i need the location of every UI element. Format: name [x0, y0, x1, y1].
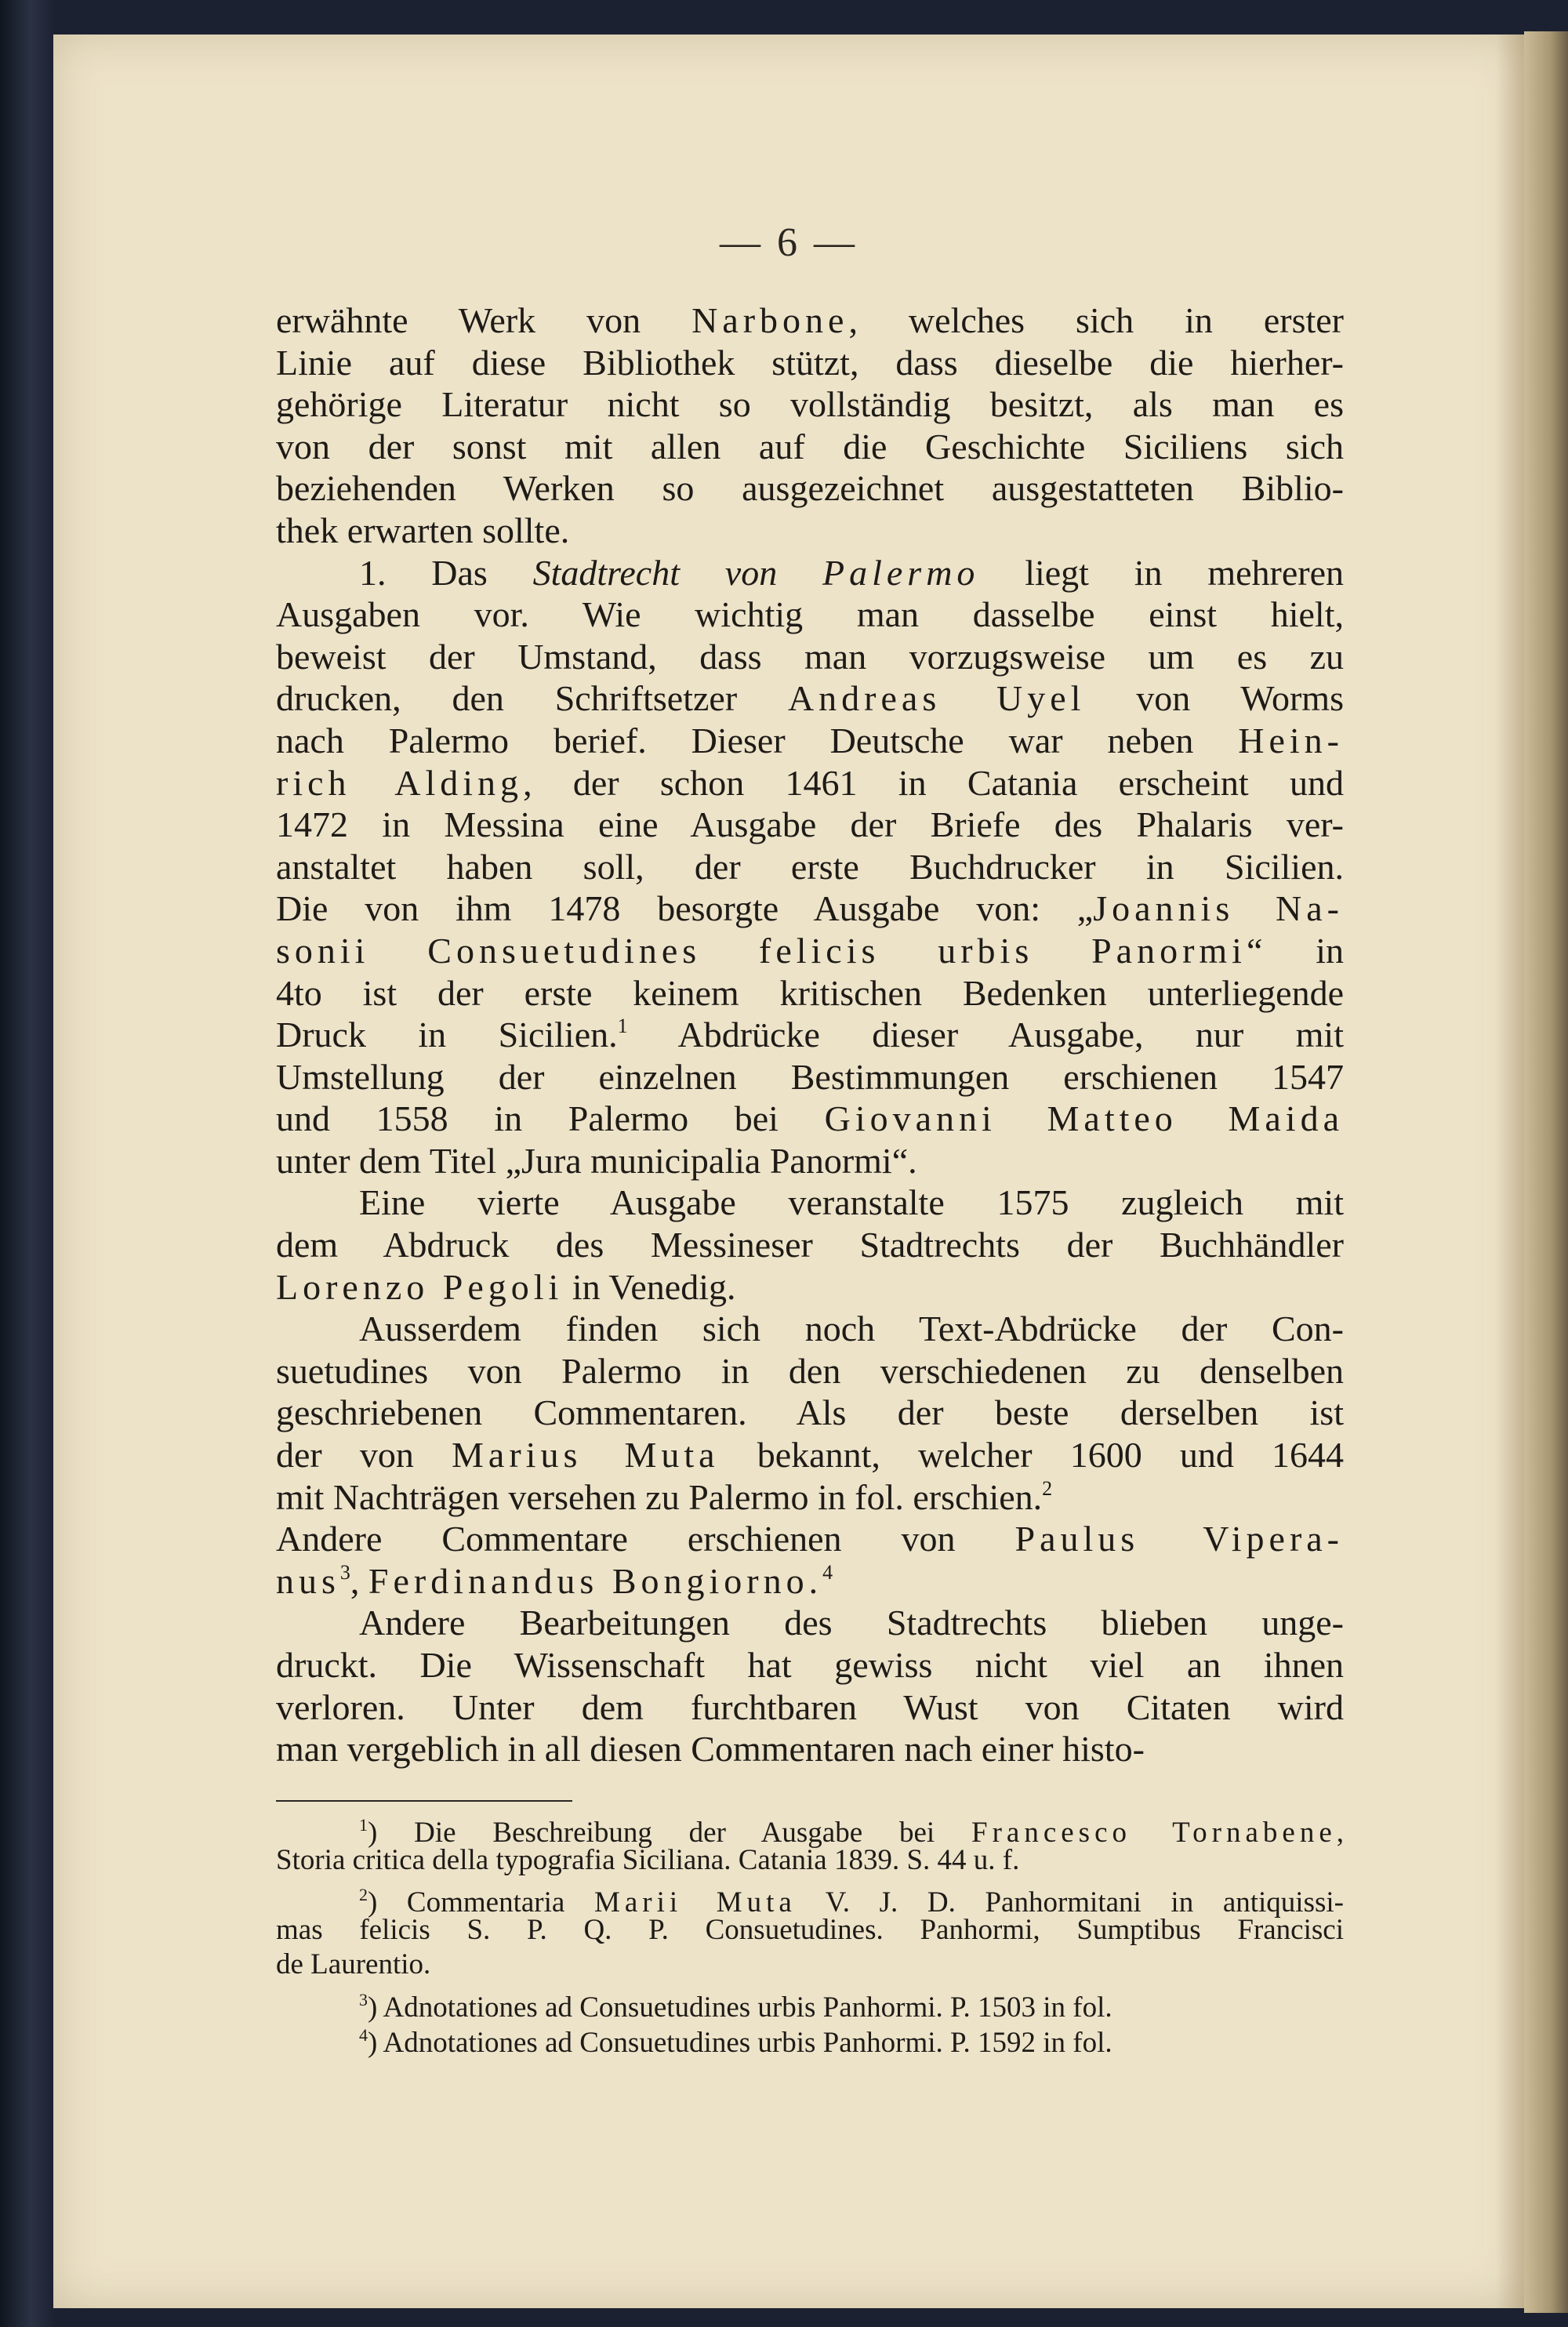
spaced-name: Lorenzo Pegoli	[276, 1266, 564, 1307]
body-line	[276, 1308, 1344, 1350]
spaced-name: Hein-	[1238, 720, 1344, 761]
text-run: Umstellung der einzelnen Bestimmungen erschienen 1547	[276, 1056, 1344, 1097]
footnote-line	[276, 1913, 1344, 1948]
body-line	[276, 930, 1344, 972]
text-run: ,	[350, 1560, 368, 1601]
text-run: V. J. D. Panhormitani in antiquissi-	[796, 1886, 1344, 1919]
body-line	[276, 299, 1344, 342]
footnote-rule	[276, 1800, 572, 1802]
footnote-ref: 2	[1042, 1476, 1053, 1500]
body-line	[276, 804, 1344, 846]
text-run: dem Abdruck des Messineser Stadtrechts der Buchhändler	[276, 1225, 1344, 1265]
body-line	[276, 1686, 1344, 1729]
text-run: ) Adnotationes ad Consuetudines urbis Panhormi. P. 1592 in fol.	[368, 2026, 1112, 2059]
text-run: in Venedig.	[563, 1266, 736, 1307]
footnote-mark: 4	[359, 2024, 368, 2045]
body-line	[276, 552, 1344, 594]
footnote-ref: 1	[617, 1015, 628, 1038]
body-line	[276, 636, 1344, 678]
text-run: man vergeblich in all diesen Commentaren nach einer histo-	[276, 1729, 1145, 1770]
text-run: bekannt, welcher 1600 und 1644	[719, 1435, 1344, 1476]
footnote-ref: 3	[339, 1560, 350, 1584]
text-run: de Laurentio.	[276, 1948, 431, 1981]
body-line	[276, 510, 1344, 552]
footnote-mark: 1	[359, 1815, 368, 1835]
text-run: unter dem Titel „Jura municipalia Panormi“.	[276, 1140, 917, 1181]
spaced-name: Marii Muta	[593, 1886, 797, 1919]
text-run: beziehenden Werken so ausgezeichnet ausgestatteten Biblio-	[276, 468, 1344, 509]
text-run: Ausgaben vor. Wie wichtig man dasselbe einst hielt,	[276, 594, 1344, 635]
text-run: von Worms	[1085, 678, 1344, 719]
text-run: mas felicis S. P. Q. P. Consuetudines. Panhormi, Sumptibus Francisci	[276, 1913, 1344, 1946]
text-run: Andere Bearbeitungen des Stadtrechts blieben unge-	[359, 1603, 1344, 1643]
text-run: Linie auf diese Bibliothek stützt, dass dieselbe die hierher-	[276, 342, 1344, 383]
body-line	[276, 888, 1344, 930]
body-line	[276, 1728, 1344, 1770]
footnote-line	[276, 1948, 1344, 1983]
text-run: ) Die Beschreibung der Ausgabe bei	[368, 1817, 971, 1849]
body-line	[276, 1140, 1344, 1182]
body-line	[276, 1224, 1344, 1266]
body-line	[276, 1014, 1344, 1056]
text-run: erwähnte Werk von	[276, 300, 692, 340]
text-run: ) Commentaria	[368, 1886, 594, 1919]
spaced-name: Joannis Na-	[1093, 888, 1344, 929]
text-run: 4to ist der erste keinem kritischen Bedenken unterliegende	[276, 972, 1344, 1013]
text-run: der von	[276, 1435, 452, 1476]
footnotes	[276, 1808, 1344, 2059]
body-line	[276, 1476, 1344, 1519]
spaced-name: Francesco Tornabene	[971, 1817, 1337, 1849]
italic-text: Stadtrecht von	[532, 552, 778, 593]
text-run: suetudines von Palermo in den verschiedenen zu denselben	[276, 1350, 1344, 1391]
spaced-name: nus	[276, 1560, 340, 1601]
text-run: beweist der Umstand, dass man vorzugsweise um es zu	[276, 636, 1344, 677]
text-run: geschriebenen Commentaren. Als der beste derselben ist	[276, 1392, 1344, 1433]
text-run: verloren. Unter dem furchtbaren Wust von Citaten wird	[276, 1686, 1344, 1727]
text-run: druckt. Die Wissenschaft hat gewiss nicht viel an ihnen	[276, 1645, 1344, 1685]
body-line	[276, 677, 1344, 720]
body-line	[276, 383, 1344, 426]
footnote-mark: 3	[359, 1989, 368, 2009]
spaced-name: Giovanni Matteo Maida	[824, 1098, 1344, 1139]
text-run: Eine vierte Ausgabe veranstalte 1575 zugleich mit	[359, 1182, 1344, 1223]
spaced-name: Ferdinandus Bongiorno.	[368, 1560, 823, 1601]
text-run: anstaltet haben soll, der erste Buchdrucker in Sicilien.	[276, 846, 1344, 887]
text-run: Druck in Sicilien.	[276, 1015, 618, 1055]
body-line	[276, 720, 1344, 762]
page-number-header: — 6 —	[720, 220, 858, 265]
footnote-mark: 2	[359, 1885, 368, 1905]
body-line	[276, 342, 1344, 384]
text-run: 1. Das	[359, 552, 533, 593]
body-line	[276, 1392, 1344, 1434]
text-run: Ausserdem finden sich noch Text-Abdrücke der Con-	[359, 1309, 1344, 1349]
page-edge-strip	[1524, 31, 1568, 2313]
body-line	[276, 594, 1344, 636]
text-run: Abdrücke dieser Ausgabe, nur mit	[627, 1015, 1344, 1055]
body-line	[276, 972, 1344, 1015]
body-line	[276, 1644, 1344, 1686]
text-run: , welches sich in erster	[848, 300, 1344, 340]
spaced-name: Paulus Vipera-	[1014, 1519, 1345, 1559]
footnote-line	[276, 1808, 1344, 1849]
body-line	[276, 1266, 1344, 1309]
body-line	[276, 426, 1344, 468]
text-run	[777, 553, 822, 593]
body-line	[276, 1056, 1344, 1098]
spaced-name: Marius Muta	[452, 1435, 720, 1476]
spaced-name: sonii Consuetudines felicis urbis Panormi	[276, 930, 1247, 971]
footnote-line	[276, 1878, 1344, 1919]
text-run: Die von ihm 1478 besorgte Ausgabe von: „	[276, 888, 1094, 929]
text-run: ) Adnotationes ad Consuetudines urbis Panhormi. P. 1503 in fol.	[368, 1991, 1112, 2024]
body-line	[276, 1434, 1344, 1476]
text-run: 1472 in Messina eine Ausgabe der Briefe des Phalaris ver-	[276, 804, 1344, 845]
body-text	[276, 299, 1344, 1770]
text-run: , der schon 1461 in Catania erscheint und	[523, 762, 1344, 803]
italic-spaced-text: Palermo	[822, 552, 980, 593]
body-line	[276, 1350, 1344, 1392]
spaced-name: Narbone	[691, 300, 849, 340]
body-line	[276, 467, 1344, 510]
footnote-line	[276, 1983, 1344, 2024]
body-line	[276, 1098, 1344, 1140]
body-line	[276, 846, 1344, 888]
text-run: thek erwarten sollte.	[276, 510, 570, 550]
text-run: von der sonst mit allen auf die Geschichte Siciliens sich	[276, 426, 1344, 466]
text-run: “ in	[1246, 930, 1344, 971]
body-line	[276, 762, 1344, 804]
text-run: nach Palermo berief. Dieser Deutsche war neben	[276, 720, 1239, 761]
text-run: und 1558 in Palermo bei	[276, 1098, 825, 1139]
body-line	[276, 1182, 1344, 1224]
text-run: gehörige Literatur nicht so vollständig besitzt, als man es	[276, 384, 1344, 425]
footnote-ref: 4	[822, 1560, 833, 1584]
spaced-name: Andreas Uyel	[787, 678, 1086, 719]
body-line	[276, 1518, 1344, 1560]
body-line	[276, 1602, 1344, 1644]
body-line	[276, 1560, 1344, 1603]
text-run: Andere Commentare erschienen von	[276, 1519, 1015, 1559]
footnote-line	[276, 2018, 1344, 2059]
text-run: Storia critica della typografia Siciliana. Catania 1839. S. 44 u. f.	[276, 1843, 1020, 1876]
spaced-name: rich Alding	[276, 762, 524, 803]
text-run: ,	[1336, 1817, 1344, 1849]
text-run: liegt in mehreren	[979, 552, 1344, 593]
text-run: drucken, den Schriftsetzer	[276, 678, 788, 719]
text-run: mit Nachträgen versehen zu Palermo in fol. erschien.	[276, 1476, 1043, 1517]
